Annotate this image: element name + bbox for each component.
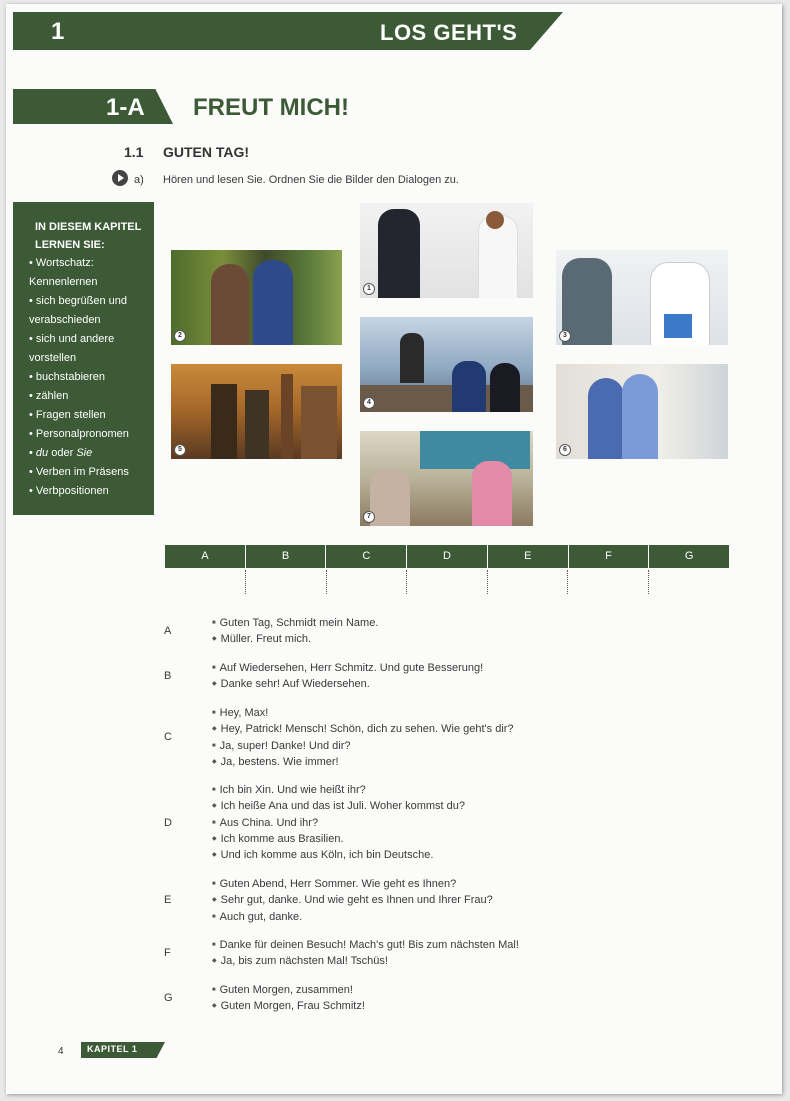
answer-divider xyxy=(245,570,246,594)
answer-column-g: G xyxy=(684,550,694,562)
dialog-letter: G xyxy=(164,992,173,1004)
section-title: FREUT MICH! xyxy=(193,94,349,121)
answer-column-f: F xyxy=(569,545,650,568)
dialog-letter: E xyxy=(164,894,172,906)
dialog-line: ◆ Müller. Freut mich. xyxy=(212,631,378,647)
photo-badge: 5 xyxy=(174,444,186,456)
dialog-line: ■ Danke für deinen Besuch! Mach's gut! Bis zum nächsten Mal! xyxy=(212,937,519,953)
dialog-line: ◆ Sehr gut, danke. Und wie geht es Ihnen und Ihrer Frau? xyxy=(212,892,493,908)
dialog-line: ■ Hey, Max! xyxy=(212,705,514,721)
photo-4-classroom xyxy=(360,317,533,412)
dialog-letter: A xyxy=(164,625,172,637)
dialog-line: ◆ Ich heiße Ana und das ist Juli. Woher kommst du? xyxy=(212,798,465,814)
section-tag xyxy=(13,89,173,124)
dialog-line: ◆ Ja, bis zum nächsten Mal! Tschüs! xyxy=(212,953,519,969)
goal-item: • sich und andere vorstellen xyxy=(29,330,154,368)
section-number: 1-A xyxy=(106,94,145,121)
chapter-title: LOS GEHT'S xyxy=(380,20,518,45)
goals-list xyxy=(29,254,154,501)
goal-item: • buchstabieren xyxy=(29,368,154,387)
dialog-line: ■ Auf Wiedersehen, Herr Schmitz. Und gute Besserung! xyxy=(212,660,483,676)
photo-5-old-town xyxy=(171,364,342,459)
footer-chapter-label: KAPITEL 1 xyxy=(87,1044,138,1054)
answer-column-d: D xyxy=(407,545,488,568)
photo-badge: 1 xyxy=(363,283,375,295)
answer-column-e: E xyxy=(488,545,569,568)
goal-oder: oder xyxy=(48,447,77,459)
answer-divider xyxy=(406,570,407,594)
dialog-letter: F xyxy=(164,947,171,959)
exercise-instruction: Hören und lesen Sie. Ordnen Sie die Bilder den Dialogen zu. xyxy=(163,174,459,186)
photo-badge: 2 xyxy=(174,330,186,342)
goal-sie: Sie xyxy=(76,447,93,459)
dialog-letter: C xyxy=(164,731,172,743)
dialog-line: ◆ Danke sehr! Auf Wiedersehen. xyxy=(212,676,483,692)
goal-item-du-sie xyxy=(29,444,154,463)
dialog-line: ◆ Ich komme aus Brasilien. xyxy=(212,831,465,847)
answer-divider xyxy=(326,570,327,594)
audio-play-icon[interactable] xyxy=(112,170,128,186)
photo-badge: 7 xyxy=(363,511,375,523)
exercise-title: GUTEN TAG! xyxy=(163,144,250,160)
dialog-letter: B xyxy=(164,670,172,682)
dialog-line: ■ Ja, super! Danke! Und dir? xyxy=(212,738,514,754)
dialog-line: ■ Guten Morgen, zusammen! xyxy=(212,982,365,998)
dialog-letter: D xyxy=(164,817,172,829)
dialog-g xyxy=(212,982,365,1015)
exercise-sub-label: a) xyxy=(134,174,144,186)
goal-item: • sich begrüßen und verabschieden xyxy=(29,292,154,330)
goals-heading: IN DIESEM KAPITEL LERNEN SIE: xyxy=(35,221,142,251)
photo-6-friends xyxy=(556,364,728,459)
answer-divider xyxy=(567,570,568,594)
answer-table-header xyxy=(165,545,729,568)
dialog-c xyxy=(212,705,514,770)
dialog-d xyxy=(212,782,465,863)
chapter-number: 1 xyxy=(51,18,65,45)
goal-item: • Verbpositionen xyxy=(29,482,154,501)
photo-3-doctor xyxy=(556,250,728,345)
dialog-line: ■ Guten Abend, Herr Sommer. Wie geht es Ihnen? xyxy=(212,876,493,892)
dialog-b xyxy=(212,660,483,693)
dialog-line: ■ Aus China. Und ihr? xyxy=(212,815,465,831)
goal-item: • Verben im Präsens xyxy=(29,463,154,482)
answer-column-a: A xyxy=(165,545,246,568)
dialog-line: ◆ Ja, bestens. Wie immer! xyxy=(212,754,514,770)
exercise-number: 1.1 xyxy=(124,144,144,160)
dialog-f xyxy=(212,937,519,970)
photo-2-street xyxy=(171,250,342,345)
dialog-line: ◆ Hey, Patrick! Mensch! Schön, dich zu sehen. Wie geht's dir? xyxy=(212,721,514,737)
photo-badge: 6 xyxy=(559,444,571,456)
goal-item: • Fragen stellen xyxy=(29,406,154,425)
chapter-goals-box xyxy=(13,202,154,515)
photo-badge: 3 xyxy=(559,330,571,342)
dialog-line: ■ Guten Tag, Schmidt mein Name. xyxy=(212,615,378,631)
photo-7-living-room xyxy=(360,431,533,526)
dialog-line: ■ Ich bin Xin. Und wie heißt ihr? xyxy=(212,782,465,798)
dialog-line: ■ Auch gut, danke. xyxy=(212,909,493,925)
goal-item: • zählen xyxy=(29,387,154,406)
answer-column-c: C xyxy=(326,545,407,568)
page-number: 4 xyxy=(58,1046,64,1057)
photo-badge: 4 xyxy=(363,397,375,409)
goal-item: • Wortschatz: Kennenlernen xyxy=(29,254,154,292)
answer-divider xyxy=(648,570,649,594)
dialog-e xyxy=(212,876,493,925)
photo-1-business xyxy=(360,203,533,298)
goal-du: du xyxy=(35,447,49,459)
answer-column-b: B xyxy=(246,545,327,568)
answer-divider xyxy=(487,570,488,594)
goal-item: • Personalpronomen xyxy=(29,425,154,444)
textbook-page xyxy=(6,4,782,1094)
dialog-a xyxy=(212,615,378,648)
dialog-line: ◆ Guten Morgen, Frau Schmitz! xyxy=(212,998,365,1014)
dialog-line: ◆ Und ich komme aus Köln, ich bin Deutsche. xyxy=(212,847,465,863)
